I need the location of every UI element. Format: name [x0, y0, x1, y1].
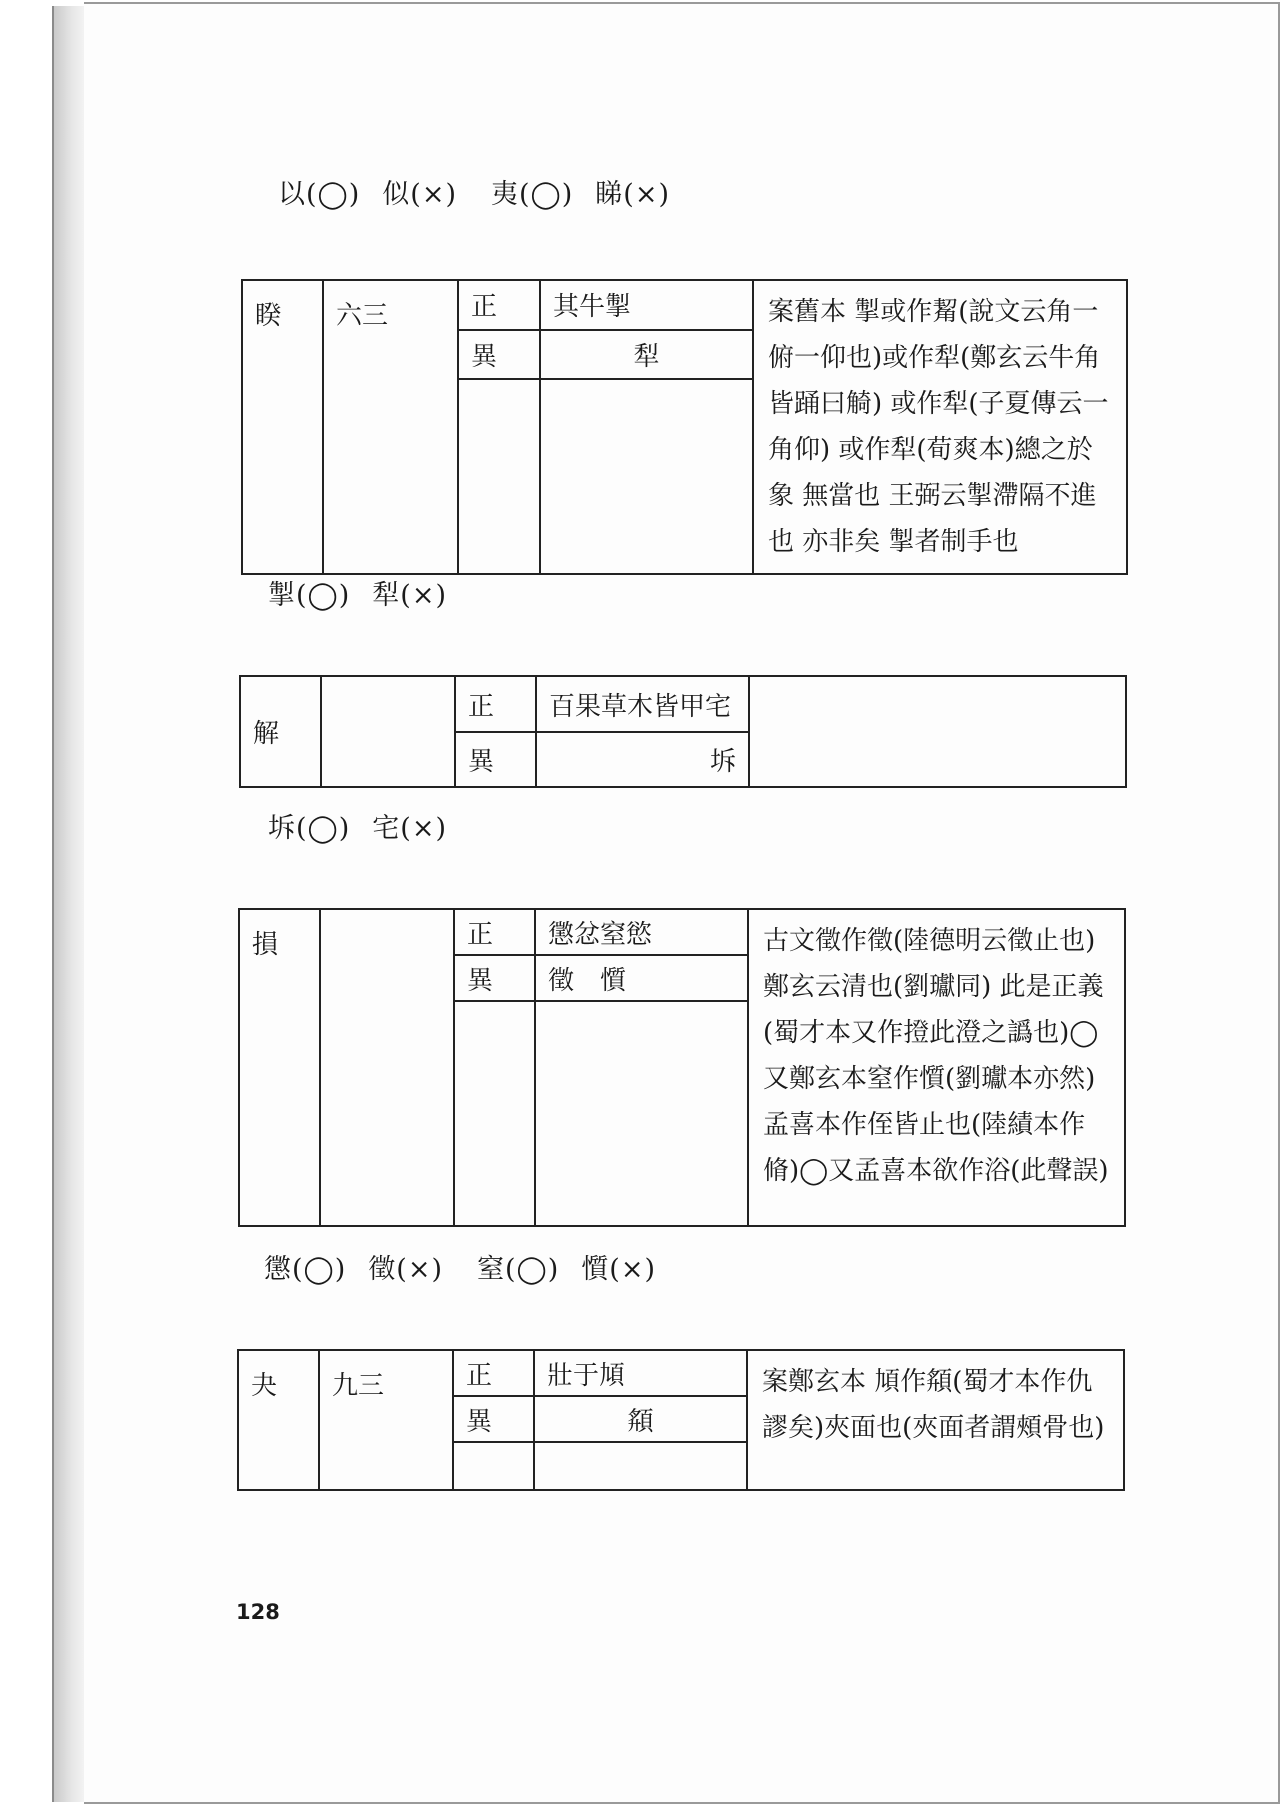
line-cell: 九三 [319, 1350, 453, 1490]
zheng-text: 其牛掣 [540, 280, 753, 330]
note-line-3 [268, 806, 469, 845]
variant-table-4 [237, 1349, 1125, 1491]
zheng-label: 正 [453, 1350, 534, 1396]
hexagram-cell: 解 [240, 676, 321, 787]
note-line-4 [264, 1247, 678, 1286]
zheng-label: 正 [455, 676, 536, 732]
note-line-1 [278, 172, 692, 211]
hexagram-cell: 夬 [238, 1350, 319, 1490]
empty-cell [535, 1001, 748, 1226]
zheng-text: 懲忿窒慾 [535, 909, 748, 955]
book-spine-shadow [52, 6, 86, 1802]
yi-text: 頯 [534, 1396, 747, 1442]
line-cell [321, 676, 455, 787]
note-item: 懲(◯) [264, 1254, 347, 1285]
empty-cell [454, 1001, 535, 1226]
commentary-cell: 古文徵作徵(陸德明云徵止也)鄭玄云清也(劉瓛同) 此是正義(蜀才本又作撜此澄之譌也)◯又鄭玄本窒作懫(劉瓛本亦然)孟喜本作侄皆止也(陸績本作脩)◯又孟喜本欲作浴(此聲誤) [748, 909, 1125, 1226]
note-item: 坼(◯) [268, 813, 351, 844]
page-number: 128 [236, 1600, 280, 1624]
zheng-text: 百果草木皆甲宅 [536, 676, 749, 732]
yi-text: 徵 懫 [535, 955, 748, 1001]
zheng-label: 正 [458, 280, 540, 330]
hexagram-cell: 睽 [242, 280, 323, 574]
commentary-cell [749, 676, 1126, 787]
yi-text: 坼 [536, 732, 749, 787]
note-item: 掣(◯) [268, 580, 351, 611]
note-item: 睇(×) [595, 179, 670, 210]
note-line-2 [268, 573, 469, 612]
note-item: 犁(×) [372, 580, 447, 611]
yi-label: 異 [454, 955, 535, 1001]
line-cell [320, 909, 454, 1226]
empty-cell [540, 379, 753, 574]
hexagram-cell: 損 [239, 909, 320, 1226]
note-item: 窒(◯) [477, 1254, 560, 1285]
empty-cell [534, 1442, 747, 1490]
note-item: 徵(×) [368, 1254, 443, 1285]
line-cell: 六三 [323, 280, 458, 574]
empty-cell [453, 1442, 534, 1490]
book-page [84, 2, 1280, 1804]
note-item: 以(◯) [278, 179, 361, 210]
empty-cell [458, 379, 540, 574]
variant-table-3 [238, 908, 1126, 1227]
variant-table-1 [241, 279, 1128, 575]
zheng-label: 正 [454, 909, 535, 955]
yi-label: 異 [455, 732, 536, 787]
commentary-cell: 案舊本 掣或作觢(說文云角一俯一仰也)或作犁(鄭玄云牛角皆踊曰觭) 或作犁(子夏傳云一角仰) 或作犁(荀爽本)總之於象 無當也 王弼云掣滯隔不進也 亦非矣 掣者制手也 [753, 280, 1127, 574]
note-item: 宅(×) [372, 813, 447, 844]
zheng-text: 壯于頄 [534, 1350, 747, 1396]
commentary-cell: 案鄭玄本 頄作頯(蜀才本作仇謬矣)夾面也(夾面者謂頰骨也) [747, 1350, 1124, 1490]
note-item: 懫(×) [581, 1254, 656, 1285]
yi-text: 犁 [540, 330, 753, 380]
yi-label: 異 [458, 330, 540, 380]
note-item: 似(×) [382, 179, 457, 210]
yi-label: 異 [453, 1396, 534, 1442]
variant-table-2 [239, 675, 1127, 788]
note-item: 夷(◯) [491, 179, 574, 210]
